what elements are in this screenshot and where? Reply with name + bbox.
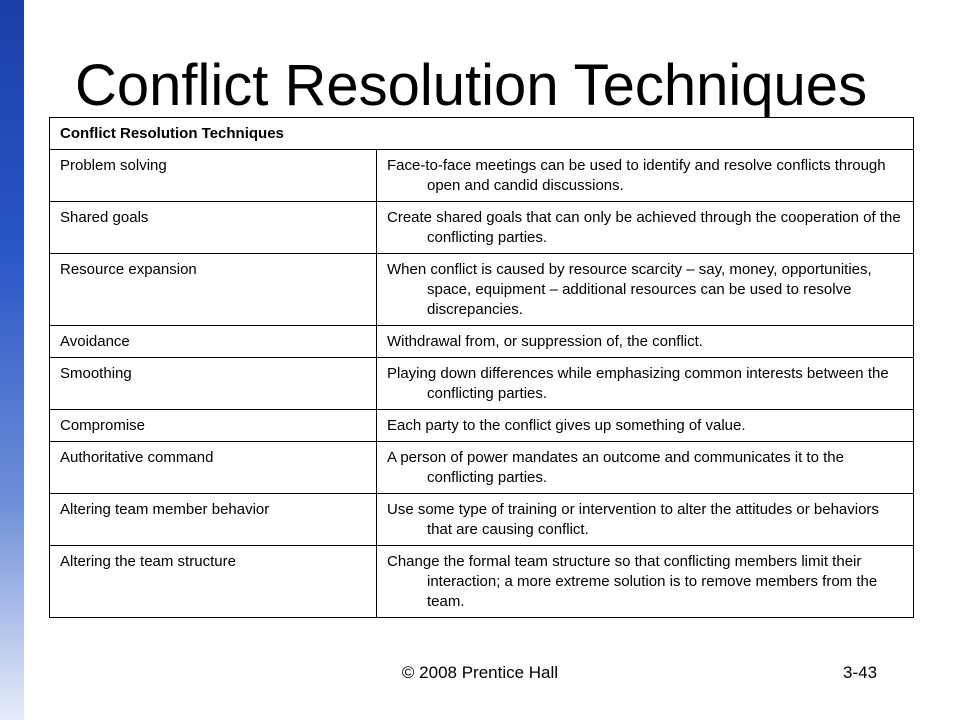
technique-cell: Problem solving	[50, 150, 377, 202]
description-text: Withdrawal from, or suppression of, the conflict.	[387, 333, 703, 350]
table-row	[50, 410, 914, 442]
technique-cell: Compromise	[50, 410, 377, 442]
description-cell	[377, 442, 914, 494]
description-cell	[377, 254, 914, 326]
description-text: Change the formal team structure so that conflicting members limit their interaction; a more extreme solution is to remove members from the team.	[387, 553, 878, 610]
table-row	[50, 150, 914, 202]
slide-title: Conflict Resolution Techniques	[75, 53, 868, 118]
side-accent-bar	[0, 0, 24, 720]
table-row	[50, 442, 914, 494]
description-cell	[377, 326, 914, 358]
description-text: A person of power mandates an outcome and communicates it to the conflicting parties.	[387, 449, 844, 486]
technique-cell: Avoidance	[50, 326, 377, 358]
techniques-table	[49, 117, 914, 618]
technique-cell: Altering team member behavior	[50, 494, 377, 546]
description-cell	[377, 358, 914, 410]
page-number: 3-43	[843, 663, 878, 682]
technique-cell: Altering the team structure	[50, 546, 377, 618]
table-caption-row	[50, 118, 914, 150]
technique-cell: Smoothing	[50, 358, 377, 410]
description-text: Each party to the conflict gives up something of value.	[387, 417, 746, 434]
table-row	[50, 326, 914, 358]
description-cell	[377, 546, 914, 618]
description-text: Face-to-face meetings can be used to identify and resolve conflicts through open and candid discussions.	[387, 157, 886, 194]
description-text: Use some type of training or intervention to alter the attitudes or behaviors that are causing conflict.	[387, 501, 879, 538]
description-text: Create shared goals that can only be achieved through the cooperation of the conflicting parties.	[387, 209, 901, 246]
table-row	[50, 358, 914, 410]
technique-cell: Shared goals	[50, 202, 377, 254]
technique-cell: Authoritative command	[50, 442, 377, 494]
description-cell	[377, 410, 914, 442]
table-row	[50, 494, 914, 546]
table-row	[50, 202, 914, 254]
copyright-footer: © 2008 Prentice Hall	[401, 663, 559, 682]
description-text: When conflict is caused by resource scarcity – say, money, opportunities, space, equipment – additional resources can be used to resolve discrepancies.	[387, 261, 872, 318]
description-cell	[377, 202, 914, 254]
description-text: Playing down differences while emphasizing common interests between the conflicting parties.	[387, 365, 889, 402]
description-cell	[377, 150, 914, 202]
description-cell	[377, 494, 914, 546]
table-row	[50, 546, 914, 618]
technique-cell: Resource expansion	[50, 254, 377, 326]
table-row	[50, 254, 914, 326]
table-caption: Conflict Resolution Techniques	[50, 118, 914, 150]
